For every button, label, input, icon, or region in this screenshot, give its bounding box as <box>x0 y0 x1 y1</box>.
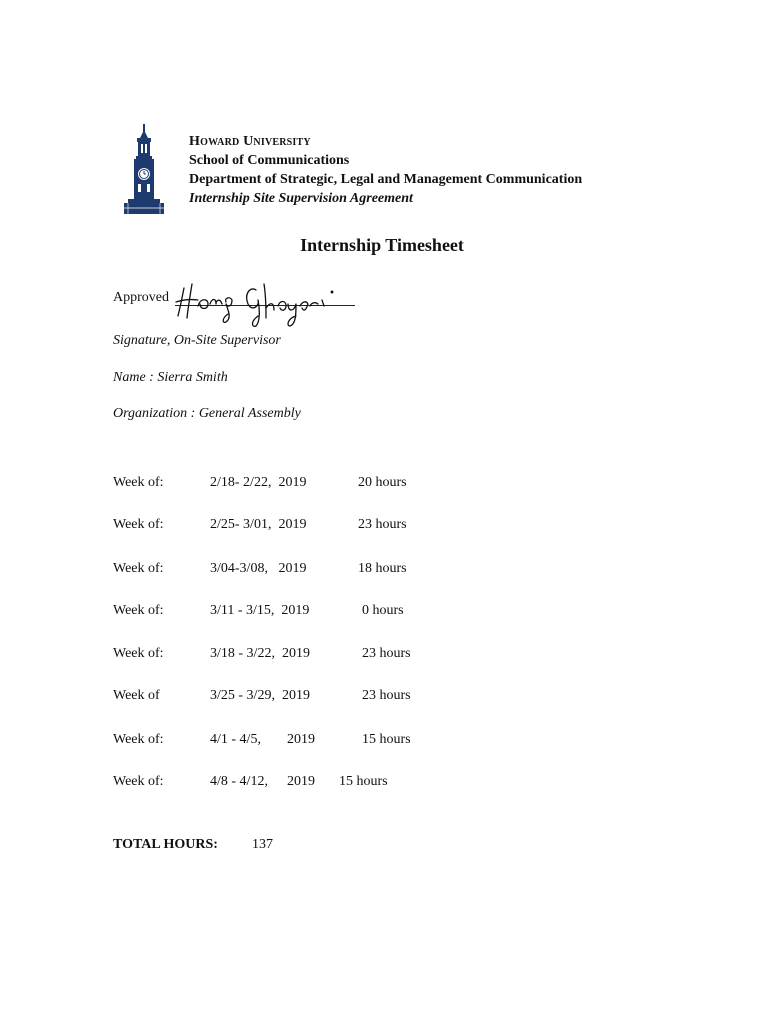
week-hours: 20 hours <box>358 475 407 490</box>
week-label: Week of: <box>113 732 164 747</box>
week-label: Week of: <box>113 646 164 661</box>
week-hours: 15 hours <box>339 774 388 789</box>
week-label: Week of: <box>113 603 164 618</box>
agreement-title: Internship Site Supervision Agreement <box>189 191 413 206</box>
document-title-text: Internship Timesheet <box>300 235 464 255</box>
week-dates: 3/11 - 3/15, 2019 <box>210 603 310 618</box>
week-hours: 0 hours <box>362 603 404 618</box>
letterhead <box>189 132 582 208</box>
week-dates: 3/25 - 3/29, 2019 <box>210 688 310 703</box>
week-hours: 23 hours <box>362 646 411 661</box>
week-label: Week of: <box>113 561 164 576</box>
school-name: School of Communications <box>189 153 350 168</box>
week-label: Week of: <box>113 475 164 490</box>
week-label: Week of: <box>113 774 164 789</box>
department-name: Department of Strategic, Legal and Management Communication <box>189 172 583 187</box>
week-dates: 3/04-3/08, 2019 <box>210 561 307 576</box>
total-hours-value: 137 <box>252 837 273 852</box>
week-hours: 23 hours <box>362 688 411 703</box>
intern-name: Name : Sierra Smith <box>113 370 228 385</box>
document-title <box>0 235 768 256</box>
week-hours: 15 hours <box>362 732 411 747</box>
supervisor-signature <box>170 270 365 330</box>
week-year: 2019 <box>287 732 315 747</box>
week-label: Week of: <box>113 517 164 532</box>
signature-caption: Signature, On-Site Supervisor <box>113 333 281 348</box>
approved-label: Approved <box>113 290 169 305</box>
week-dates: 2/18- 2/22, 2019 <box>210 475 307 490</box>
week-label: Week of <box>113 688 160 703</box>
week-hours: 18 hours <box>358 561 407 576</box>
howard-tower-logo <box>118 124 170 214</box>
week-dates: 2/25- 3/01, 2019 <box>210 517 307 532</box>
week-dates: 4/8 - 4/12, <box>210 774 268 789</box>
week-dates: 4/1 - 4/5, <box>210 732 261 747</box>
total-hours-label: TOTAL HOURS: <box>113 837 218 852</box>
week-dates: 3/18 - 3/22, 2019 <box>210 646 310 661</box>
organization-name: Organization : General Assembly <box>113 406 301 421</box>
university-name: Howard University <box>189 134 311 149</box>
week-year: 2019 <box>287 774 315 789</box>
week-hours: 23 hours <box>358 517 407 532</box>
